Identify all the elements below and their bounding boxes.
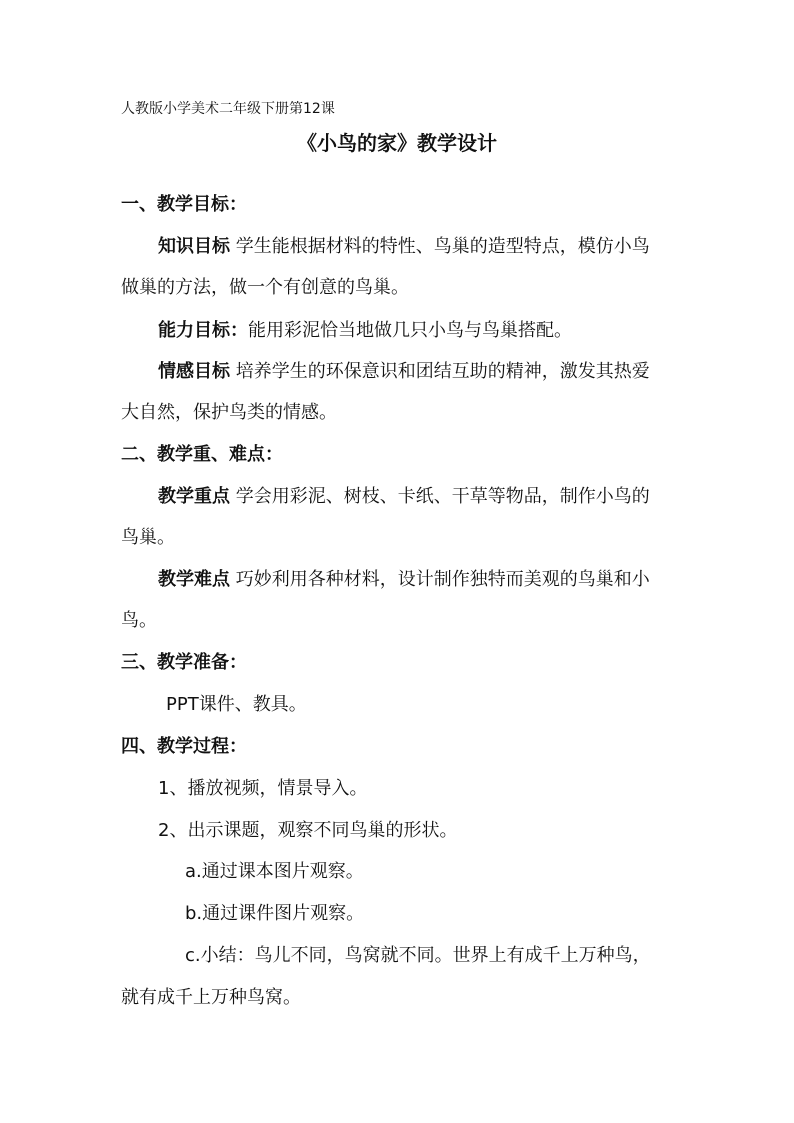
process-substep-b: b.通过课件图片观察。 [185,903,365,924]
difficult-point-label: 教学难点 [158,569,230,590]
process-step-2: 2、出示课题，观察不同鸟巢的形状。 [158,820,458,841]
section-heading-objectives: 一、教学目标： [121,194,247,215]
key-point-label: 教学重点 [158,486,230,507]
header-note: 人教版小学美术二年级下册第12课 [121,101,335,117]
preparation-text: PPT课件、教具。 [166,694,307,715]
knowledge-objective-text: 学生能根据材料的特性、鸟巢的造型特点，模仿小鸟 [235,236,650,257]
process-substep-c: c.小结：鸟儿不同，鸟窝就不同。世界上有成千上万种鸟， [185,945,651,966]
process-step-1: 1、播放视频，情景导入。 [158,778,368,799]
key-point-line [158,482,650,508]
ability-objective-line [158,316,572,342]
emotion-objective-label: 情感目标 [158,361,230,382]
process-substep-a: a.通过课本图片观察。 [185,861,364,882]
page-title: 《小鸟的家》教学设计 [297,131,497,155]
key-point-text: 学会用彩泥、树枝、卡纸、干草等物品，制作小鸟的 [235,486,650,507]
difficult-point-line [158,565,650,591]
key-point-continuation: 鸟巢。 [121,527,175,548]
ability-objective-label: 能力目标： [158,320,248,341]
section-heading-preparation: 三、教学准备： [121,652,247,673]
knowledge-objective-continuation: 做巢的方法，做一个有创意的鸟巢。 [121,277,409,298]
knowledge-objective-label: 知识目标 [158,236,230,257]
emotion-objective-text: 培养学生的环保意识和团结互助的精神，激发其热爱 [235,361,650,382]
emotion-objective-continuation: 大自然，保护鸟类的情感。 [121,402,337,423]
knowledge-objective-line [158,232,650,258]
ability-objective-text: 能用彩泥恰当地做几只小鸟与鸟巢搭配。 [248,320,572,341]
difficult-point-continuation: 鸟。 [121,610,157,631]
process-substep-c-continuation: 就有成千上万种鸟窝。 [121,987,301,1008]
difficult-point-text: 巧妙利用各种材料，设计制作独特而美观的鸟巢和小 [235,569,650,590]
emotion-objective-line [158,357,650,383]
section-heading-key-points: 二、教学重、难点： [121,444,283,465]
section-heading-process: 四、教学过程： [121,736,247,757]
